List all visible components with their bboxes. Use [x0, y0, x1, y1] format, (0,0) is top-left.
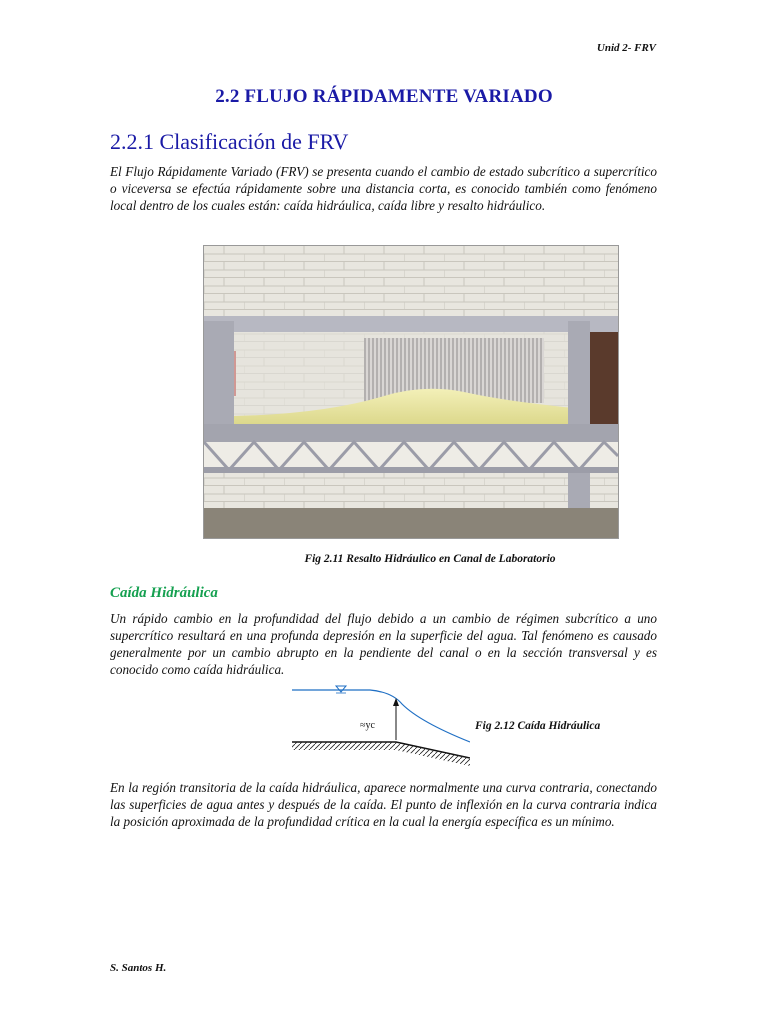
- hydraulic-drop-diagram: [290, 684, 470, 770]
- caida-paragraph-2: En la región transitoria de la caída hidráulica, aparece normalmente una curva contraria, conectando las superficies de agua antes y después de la caída. El punto de inflexión en la curva contraria indica la posición aproximada de la profundidad crítica en la cual la energía específica es un mínimo.: [110, 780, 657, 829]
- lab-channel-photo: [203, 245, 619, 539]
- figure2-caption: Fig 2.12 Caída Hidráulica: [475, 720, 601, 732]
- caida-heading: Caída Hidráulica: [110, 585, 218, 601]
- yc-label: ≈yc: [360, 720, 375, 731]
- figure-caption: Fig 2.11 Resalto Hidráulico en Canal de Laboratorio: [304, 553, 556, 565]
- section-title: 2.2 FLUJO RÁPIDAMENTE VARIADO: [215, 86, 553, 107]
- header-unit: Unid 2- FRV: [596, 42, 656, 54]
- footer-author: S. Santos H.: [110, 962, 167, 974]
- subsection-title: 2.2.1 Clasificación de FRV: [110, 129, 349, 154]
- caida-paragraph-1: Un rápido cambio en la profundidad del flujo debido a un cambio de régimen subcrítico a uno supercrítico resultará en una profunda depresión en la superficie del agua. Tal fenómeno es causado generalmente por un cambio abrupto en la pendiente del canal o en la sección transversal y es conocido como caída hidráulica.: [110, 611, 657, 677]
- intro-paragraph: El Flujo Rápidamente Variado (FRV) se presenta cuando el cambio de estado subcrítico a supercrítico o viceversa se efectúa rápidamente sobre una distancia corta, es conocido también como fenómeno local dentro de los cuales están: caída hidráulica, caída libre y resalto hidráulico.: [110, 164, 657, 213]
